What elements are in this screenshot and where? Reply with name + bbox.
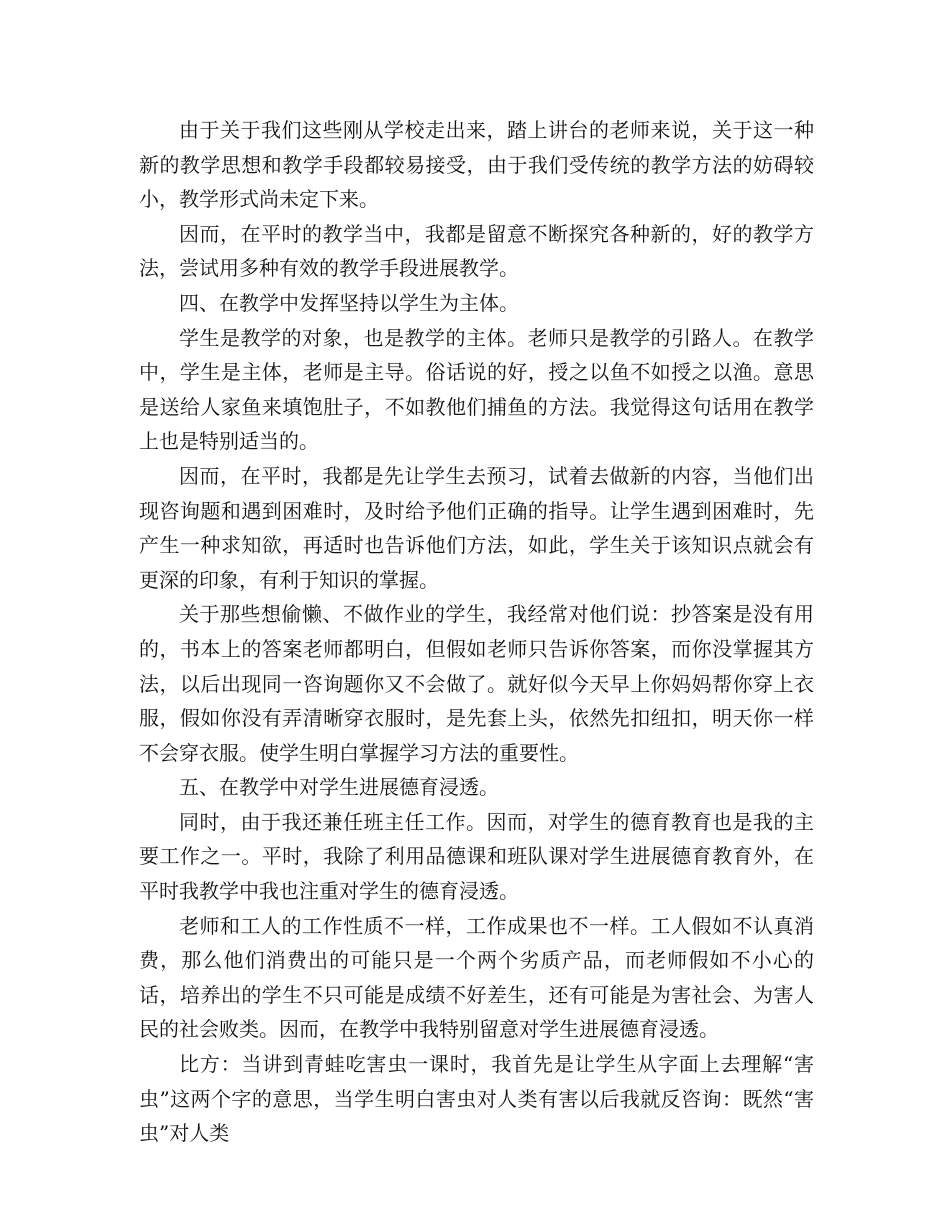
- paragraph-4: 因而，在平时，我都是先让学生去预习，试着去做新的内容，当他们出现咨询题和遇到困难时，及时给予他们正确的指导。让学生遇到困难时，先产生一种求知欲，再适时也告诉他们方法，如此，学生关于该知识点就会有更深的印象，有利于知识的掌握。: [139, 463, 814, 592]
- paragraph-2: 因而，在平时的教学当中，我都是留意不断探究各种新的，好的教学方法，尝试用多种有效的教学手段进展教学。: [139, 221, 814, 281]
- paragraph-8: 比方：当讲到青蛙吃害虫一课时，我首先是让学生从字面上去理解“害虫”这两个字的意思，当学生明白害虫对人类有害以后我就反咨询：既然“害虫”对人类: [139, 1052, 814, 1146]
- paragraph-3: 学生是教学的对象，也是教学的主体。老师只是教学的引路人。在教学中，学生是主体，老师是主导。俗话说的好，授之以鱼不如授之以渔。意思是送给人家鱼来填饱肚子，不如教他们捕鱼的方法。我觉得这句话用在教学上也是特别适当的。: [139, 325, 814, 454]
- paragraph-7: 老师和工人的工作性质不一样，工作成果也不一样。工人假如不认真消费，那么他们消费出的可能只是一个两个劣质产品，而老师假如不小心的话，培养出的学生不只可能是成绩不好差生，还有可能是为害社会、为害人民的社会败类。因而，在教学中我特别留意对学生进展德育浸透。: [139, 913, 814, 1042]
- document-body: [139, 113, 814, 1151]
- paragraph-1: 由于关于我们这些刚从学校走出来，踏上讲台的老师来说，关于这一种新的教学思想和教学手段都较易接受，由于我们受传统的教学方法的妨碍较小，教学形式尚未定下来。: [139, 118, 814, 212]
- paragraph-5: 关于那些想偷懒、不做作业的学生，我经常对他们说：抄答案是没有用的，书本上的答案老师都明白，但假如老师只告诉你答案，而你没掌握其方法，以后出现同一咨询题你又不会做了。就好似今天早上你妈妈帮你穿上衣服，假如你没有弄清晰穿衣服时，是先套上头，依然先扣纽扣，明天你一样不会穿衣服。使学生明白掌握学习方法的重要性。: [139, 602, 814, 765]
- section-heading-5: 五、在教学中对学生进展德育浸透。: [179, 775, 499, 800]
- paragraph-6: 同时，由于我还兼任班主任工作。因而，对学生的德育教育也是我的主要工作之一。平时，我除了利用品德课和班队课对学生进展德育教育外，在平时我教学中我也注重对学生的德育浸透。: [139, 809, 814, 904]
- section-heading-4: 四、在教学中发挥坚持以学生为主体。: [179, 290, 519, 315]
